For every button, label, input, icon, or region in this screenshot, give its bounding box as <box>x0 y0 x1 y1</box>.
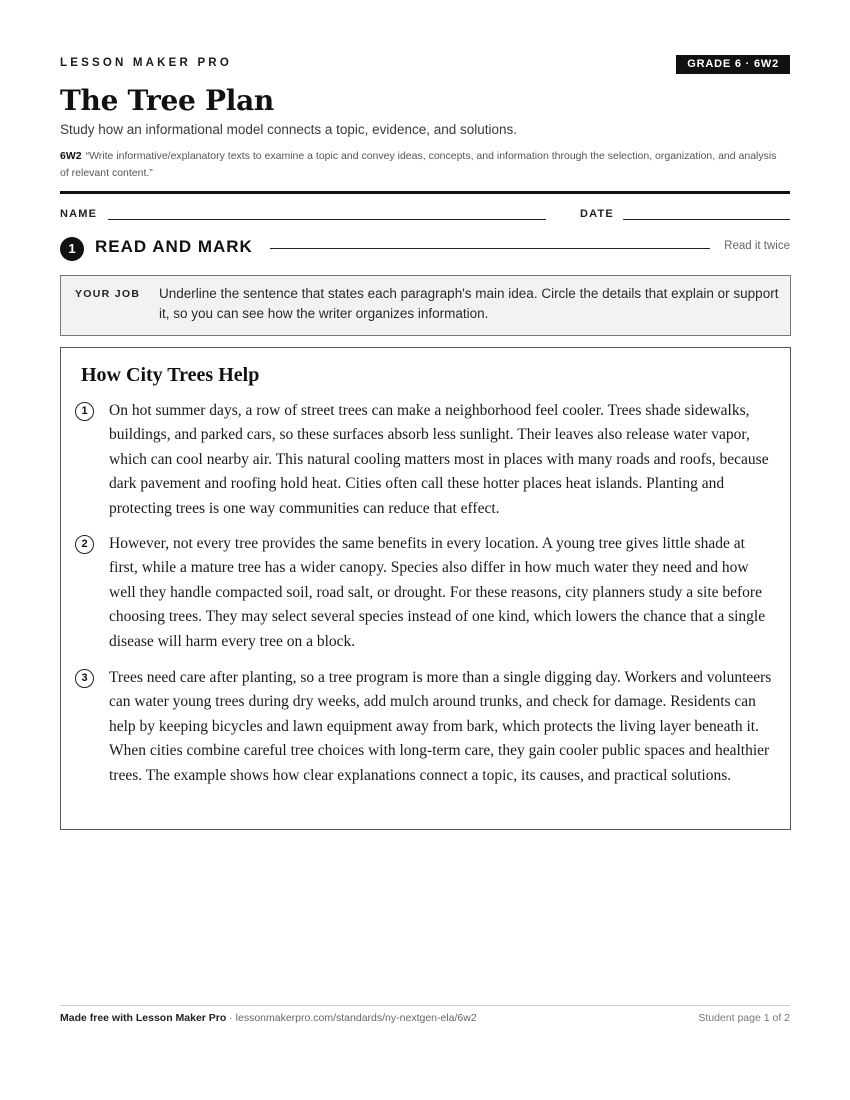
header-divider <box>60 191 790 194</box>
paragraph <box>75 666 775 788</box>
instructions-text: Underline the sentence that states each paragraph's main idea. Circle the details that explain or support it, so you can see how the writer organizes information. <box>159 286 779 321</box>
paragraph-text: Trees need care after planting, so a tree program is more than a single digging day. Workers and volunteers can water young trees during dry weeks, add mulch around trunks, and check for damage. Residents can help by keeping bicycles and lawn equipment away from bark, which protects the living layer beneath it. When cities combine careful tree choices with long-term care, they gain cooler public spaces and healthier trees. The example shows how clear explanations connect a topic, its causes, and practical solutions. <box>109 669 772 784</box>
paragraph-number: 2 <box>75 535 94 554</box>
name-label: NAME <box>60 208 98 220</box>
page-subtitle: Study how an informational model connects a topic, evidence, and solutions. <box>60 122 518 137</box>
date-field[interactable] <box>623 219 790 220</box>
footer-url[interactable]: · lessonmakerpro.com/standards/ny-nextgen-ela/6w2 <box>229 1012 477 1024</box>
reading-passage <box>60 347 791 830</box>
grade-badge: GRADE 6 · 6W2 <box>676 55 790 74</box>
passage-title: How City Trees Help <box>81 364 260 386</box>
section-hint: Read it twice <box>724 240 790 252</box>
paragraph-number: 1 <box>75 402 94 421</box>
section-number-badge: 1 <box>60 237 84 261</box>
paragraph-text: However, not every tree provides the same benefits in every location. A young tree gives little shade at first, while a mature tree has a wider canopy. Species also differ in how much water they need and how well they handle compacted soil, road salt, or drought. For these reasons, city planners study a site before choosing trees. They may select several species instead of one kind, which lowers the chance that a single disease will harm every tree on a block. <box>109 535 766 650</box>
page-title: The Tree Plan <box>60 84 274 117</box>
section-divider <box>270 248 710 249</box>
instructions-box <box>60 275 791 336</box>
standard-text <box>60 148 780 182</box>
brand-name: LESSON MAKER PRO <box>60 57 232 69</box>
footer-page-number: Student page 1 of 2 <box>698 1012 790 1024</box>
footer-made-with: Made free with Lesson Maker Pro <box>60 1012 227 1024</box>
standard-description: “Write informative/explanatory texts to examine a topic and convey ideas, concepts, and information through the selection, organization, and analysis of relevant content.” <box>60 150 777 179</box>
paragraph <box>75 399 775 521</box>
date-label: DATE <box>580 208 614 220</box>
section-title: READ AND MARK <box>95 237 253 256</box>
paragraph-number: 3 <box>75 669 94 688</box>
footer-credit <box>60 1012 477 1024</box>
paragraph <box>75 532 775 654</box>
footer-divider <box>60 1005 790 1006</box>
paragraph-text: On hot summer days, a row of street trees can make a neighborhood feel cooler. Trees shade sidewalks, buildings, and parked cars, so these surfaces absorb less sunlight. Their leaves also release water vapor, which can cool nearby air. This natural cooling matters most in places with many roads and roofs, because dark pavement and roofing hold heat. Cities often call these hotter places heat islands. Planting and protecting trees is one way communities can reduce that effect. <box>109 402 769 517</box>
standard-code: 6W2 <box>60 150 82 162</box>
instructions-label: YOUR JOB <box>75 288 141 300</box>
name-field[interactable] <box>108 219 546 220</box>
